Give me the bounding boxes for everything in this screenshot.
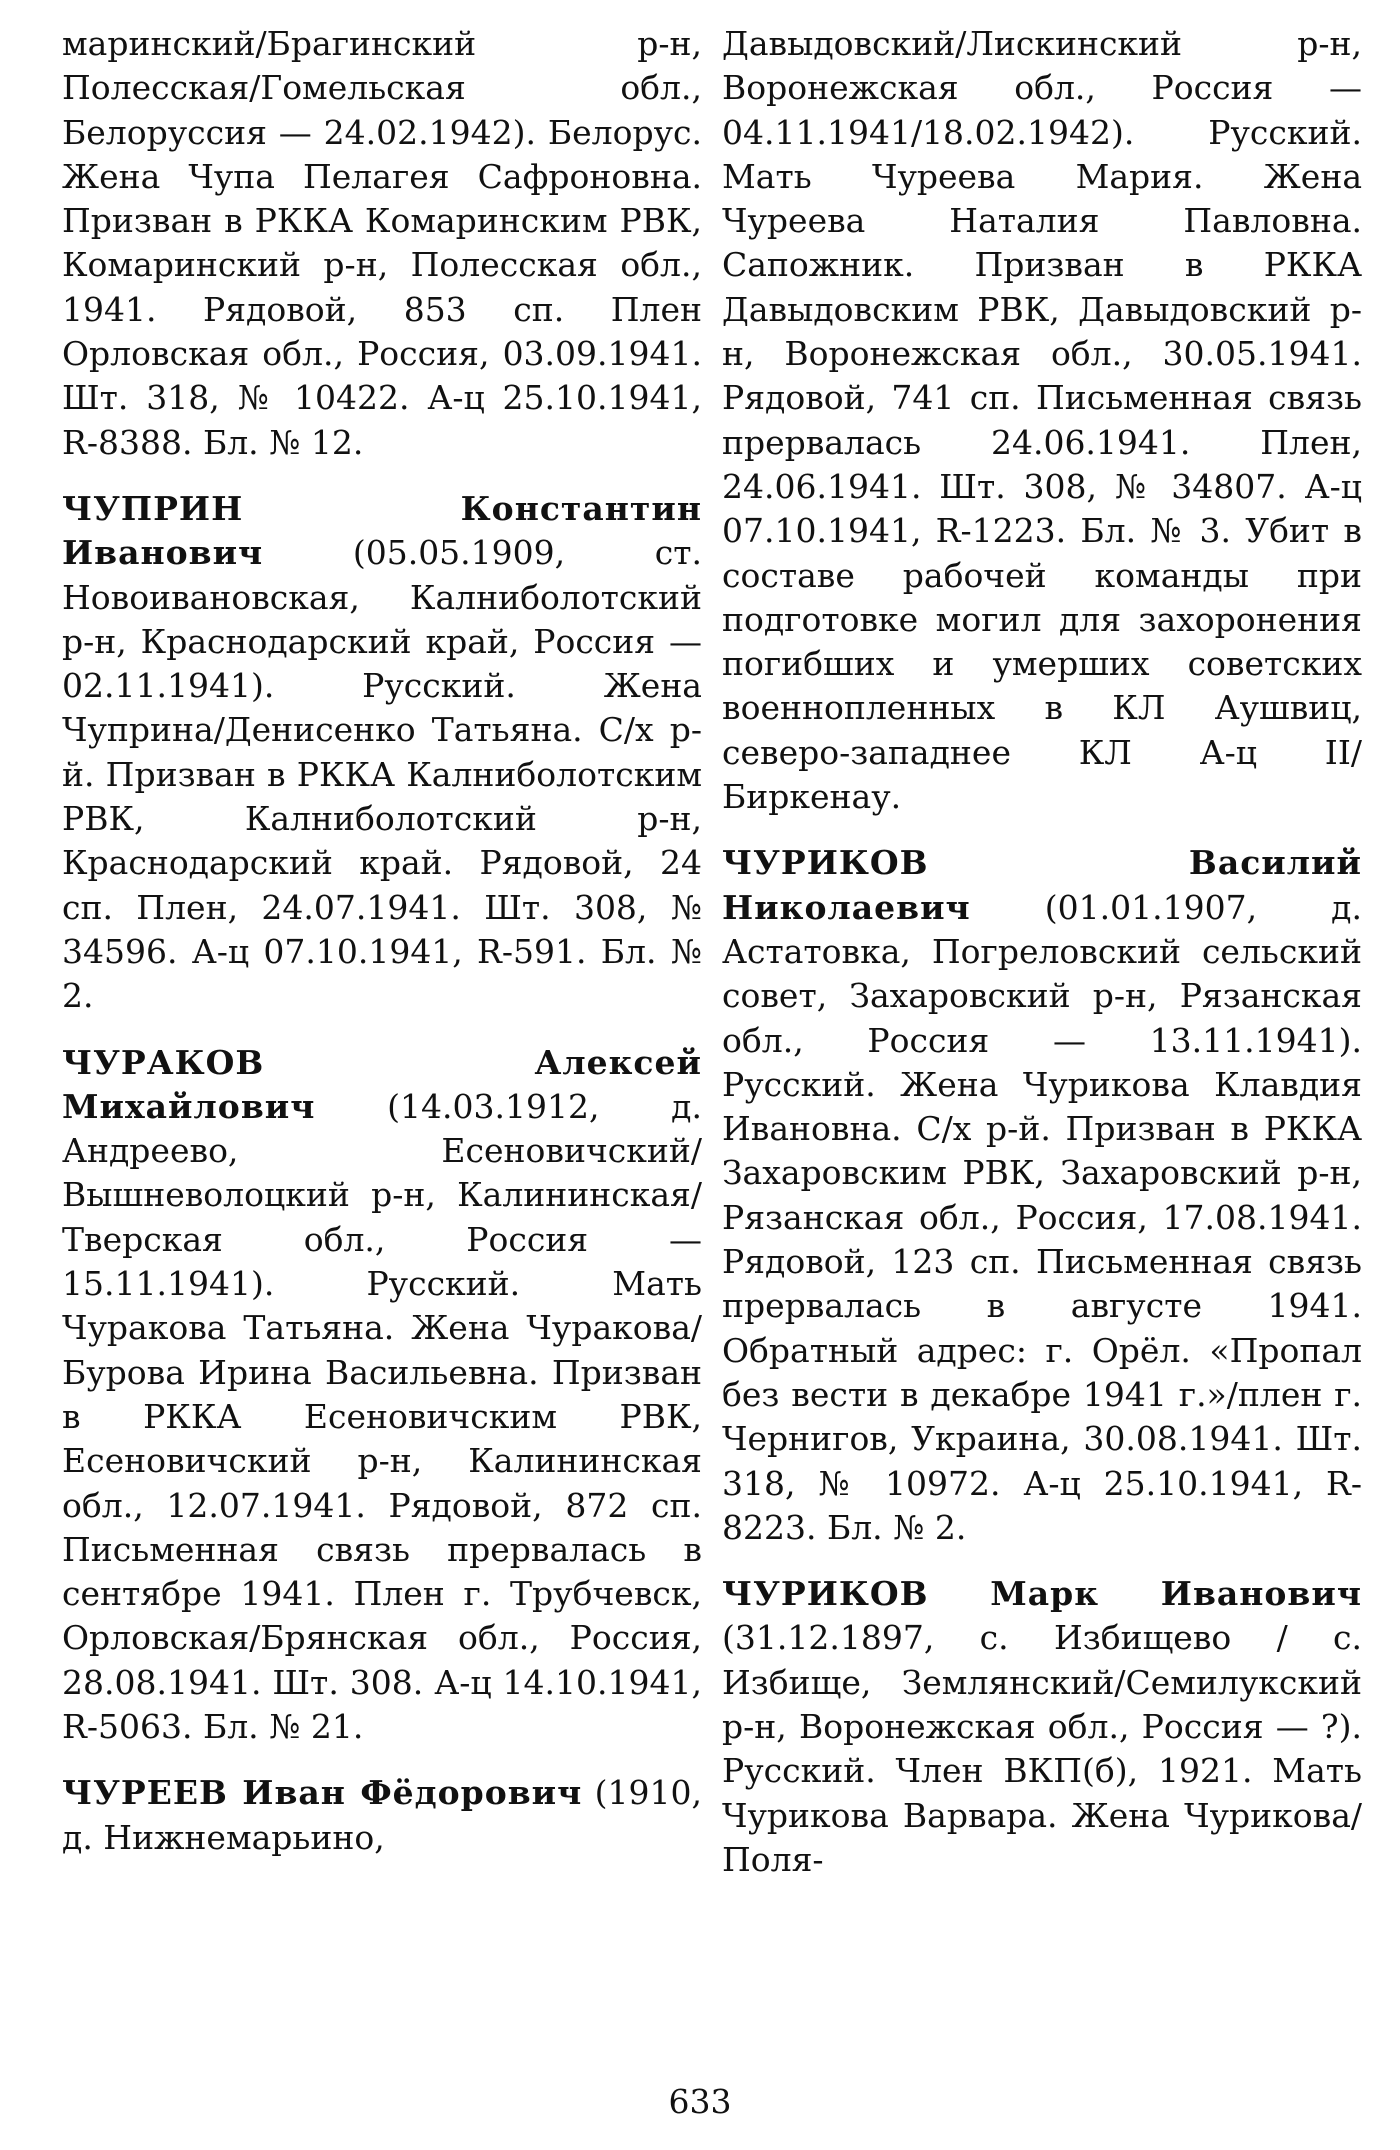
entry-text: Давыдовский/Лискинский р-н, Воронежская обл., Россия — 04.11.1941/18.02.1942). Русский. Мать Чуреева Мария. Жена Чуреева Наталия Павловна. Сапожник. Призван в РККА Давыдовским РВК, Давыдовский р-н, Воронежская обл., 30.05.1941. Рядовой, 741 сп. Письменная связь прервалась 24.06.1941. Плен, 24.06.1941. Шт. 308, № 34807. А-ц 07.10.1941, R-1223. Бл. № 3. Убит в составе рабочей команды при подготовке могил для захоронения погибших и умерших советских военнопленных в КЛ Аушвиц, северо-западнее КЛ А-ц II/Биркенау.: [722, 24, 1362, 817]
entry-name: ЧУРАКОВ Алексей Михайлович: [62, 1042, 702, 1126]
entry-text: (05.05.1909, ст. Новоивановская, Калниболотский р-н, Краснодарский край, Россия — 02.11.1941). Русский. Жена Чуприна/Денисенко Татьяна. С/х р-й. Призван в РККА Калниболотским РВК, Калниболотский р-н, Краснодарский край. Рядовой, 24 сп. Плен, 24.07.1941. Шт. 308, № 34596. А-ц 07.10.1941, R-591. Бл. № 2.: [62, 533, 702, 1016]
entry-churikov-mark: [722, 1572, 1362, 1882]
entry-chureev-ivan: [62, 1771, 702, 1860]
entry-name: ЧУРЕЕВ Иван Фёдорович: [62, 1773, 583, 1813]
entry-churakov-aleksey: [62, 1041, 702, 1750]
entry-text: (14.03.1912, д. Андреево, Есеновичский/Вышневолоцкий р-н, Калининская/Тверская обл., Россия — 15.11.1941). Русский. Мать Чуракова Татьяна. Жена Чуракова/Бурова Ирина Васильевна. Призван в РККА Есеновичским РВК, Есеновичский р-н, Калининская обл., 12.07.1941. Рядовой, 872 сп. Письменная связь прервалась в сентябре 1941. Плен г. Трубчевск, Орловская/Брянская обл., Россия, 28.08.1941. Шт. 308. А-ц 14.10.1941, R-5063. Бл. № 21.: [62, 1086, 702, 1746]
entry-name: ЧУРИКОВ Василий Николаевич: [722, 843, 1362, 927]
entry-continuation: [722, 22, 1362, 819]
entry-churikov-vasiliy: [722, 841, 1362, 1550]
entry-name: ЧУРИКОВ Марк Иванович: [722, 1574, 1362, 1614]
entry-name: ЧУПРИН Константин Иванович: [62, 488, 702, 573]
page-number: 633: [668, 2082, 732, 2121]
right-column: [722, 22, 1362, 1904]
entry-text: (01.01.1907, д. Астатовка, Погреловский сельский совет, Захаровский р-н, Рязанская обл., Россия — 13.11.1941). Русский. Жена Чурикова Клавдия Ивановна. С/х р-й. Призван в РККА Захаровским РВК, Захаровский р-н, Рязанская обл., Россия, 17.08.1941. Рядовой, 123 сп. Письменная связь прервалась в августе 1941. Обратный адрес: г. Орёл. «Пропал без вести в декабре 1941 г.»/плен г. Чернигов, Украина, 30.08.1941. Шт. 318, № 10972. А-ц 25.10.1941, R-8223. Бл. № 2.: [722, 887, 1362, 1547]
entry-continuation: [62, 22, 702, 465]
left-column: [62, 22, 702, 1882]
entry-text: (31.12.1897, с. Избищево / с. Избище, Землянский/Семилукский р-н, Воронежская обл., Россия — ?). Русский. Член ВКП(б), 1921. Мать Чурикова Варвара. Жена Чурикова/Поля-: [722, 1618, 1362, 1879]
entry-text: (1910, д. Нижнемарьино,: [62, 1773, 703, 1857]
entry-text: маринский/Брагинский р-н, Полесская/Гомельская обл., Белоруссия — 24.02.1942). Белорус. Жена Чупа Пелагея Сафроновна. Призван в РККА Комаринским РВК, Комаринский р-н, Полесская обл., 1941. Рядовой, 853 сп. Плен Орловская обл., Россия, 03.09.1941. Шт. 318, № 10422. А-ц 25.10.1941, R-8388. Бл. № 12.: [62, 24, 702, 462]
entry-chuprin-konstantin: [62, 487, 702, 1019]
